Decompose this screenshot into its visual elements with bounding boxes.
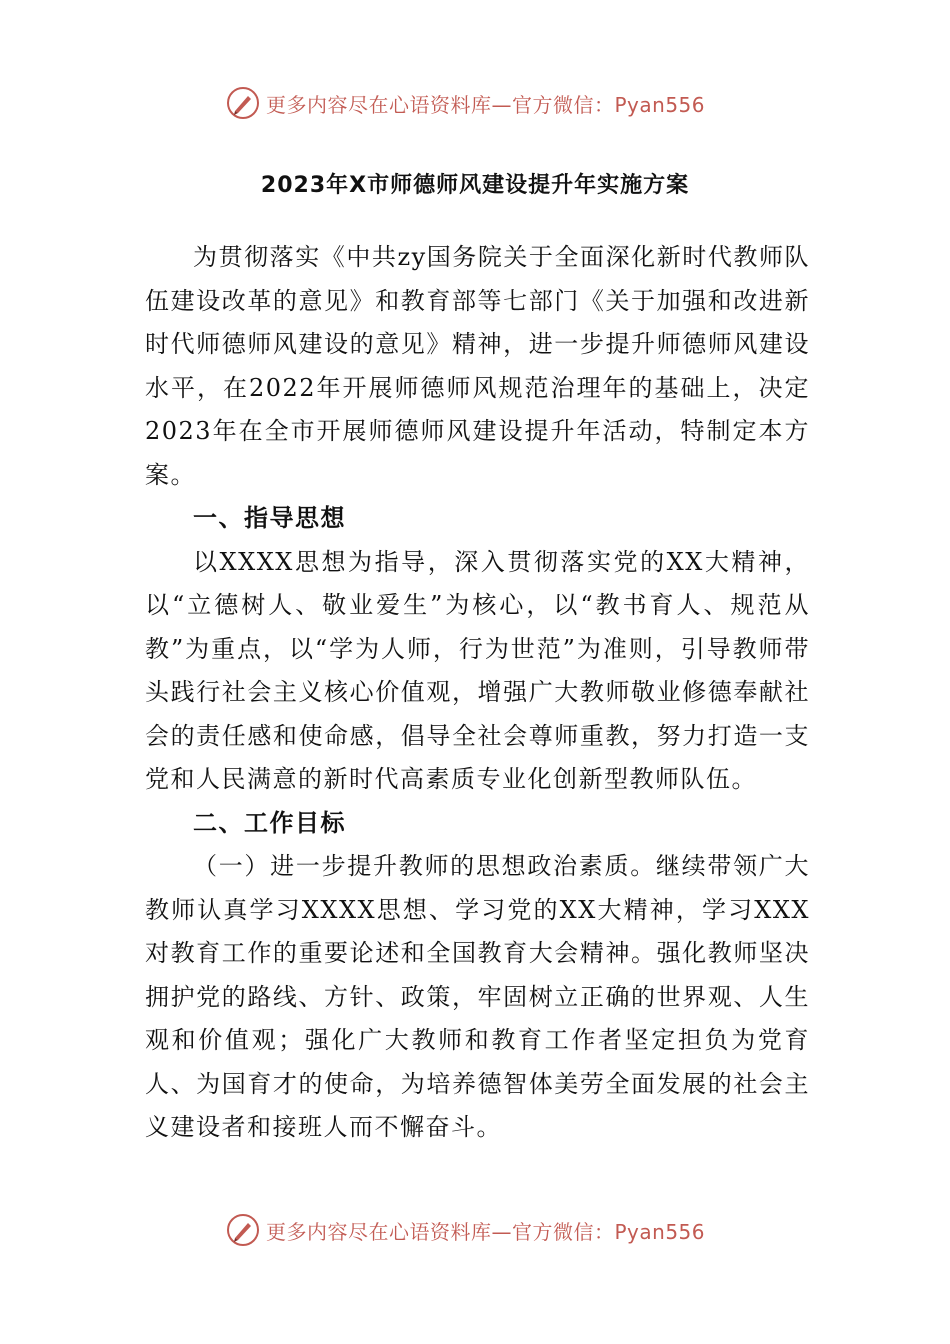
pen-logo-icon xyxy=(226,1213,260,1247)
document-body xyxy=(145,236,810,1150)
watermark-banner-bottom xyxy=(226,1210,705,1250)
work-goal-item-1: （一）进一步提升教师的思想政治素质。继续带领广大教师认真学习XXXX思想、学习党的XX大精神，学习XXX对教育工作的重要论述和全国教育大会精神。强化教师坚决拥护党的路线、方针、政策，牢固树立正确的世界观、人生观和价值观；强化广大教师和教育工作者坚定担负为党育人、为国育才的使命，为培养德智体美劳全面发展的社会主义建设者和接班人而不懈奋斗。 xyxy=(145,852,810,1141)
document-title: 2023年X市师德师风建设提升年实施方案 xyxy=(260,173,690,198)
watermark-text: 更多内容尽在心语资料库—官方微信：Pyan556 xyxy=(266,1219,706,1244)
section-heading-guiding-thought: 一、指导思想 xyxy=(193,504,346,532)
watermark-banner-top xyxy=(226,83,705,123)
guiding-thought-paragraph: 以XXXX思想为指导，深入贯彻落实党的XX大精神，以“立德树人、敬业爱生”为核心，以“教书育人、规范从教”为重点，以“学为人师，行为世范”为准则，引导教师带头践行社会主义核心价值观，增强广大教师敬业修德奉献社会的责任感和使命感，倡导全社会尊师重教，努力打造一支党和人民满意的新时代高素质专业化创新型教师队伍。 xyxy=(145,547,810,793)
watermark-text: 更多内容尽在心语资料库—官方微信：Pyan556 xyxy=(266,92,706,117)
intro-paragraph: 为贯彻落实《中共zy国务院关于全面深化新时代教师队伍建设改革的意见》和教育部等七部门《关于加强和改进新时代师德师风建设的意见》精神，进一步提升师德师风建设水平，在2022年开展师德师风规范治理年的基础上，决定2023年在全市开展师德师风建设提升年活动，特制定本方案。 xyxy=(145,243,810,489)
pen-logo-icon xyxy=(226,86,260,120)
section-heading-work-goals: 二、工作目标 xyxy=(193,808,346,837)
